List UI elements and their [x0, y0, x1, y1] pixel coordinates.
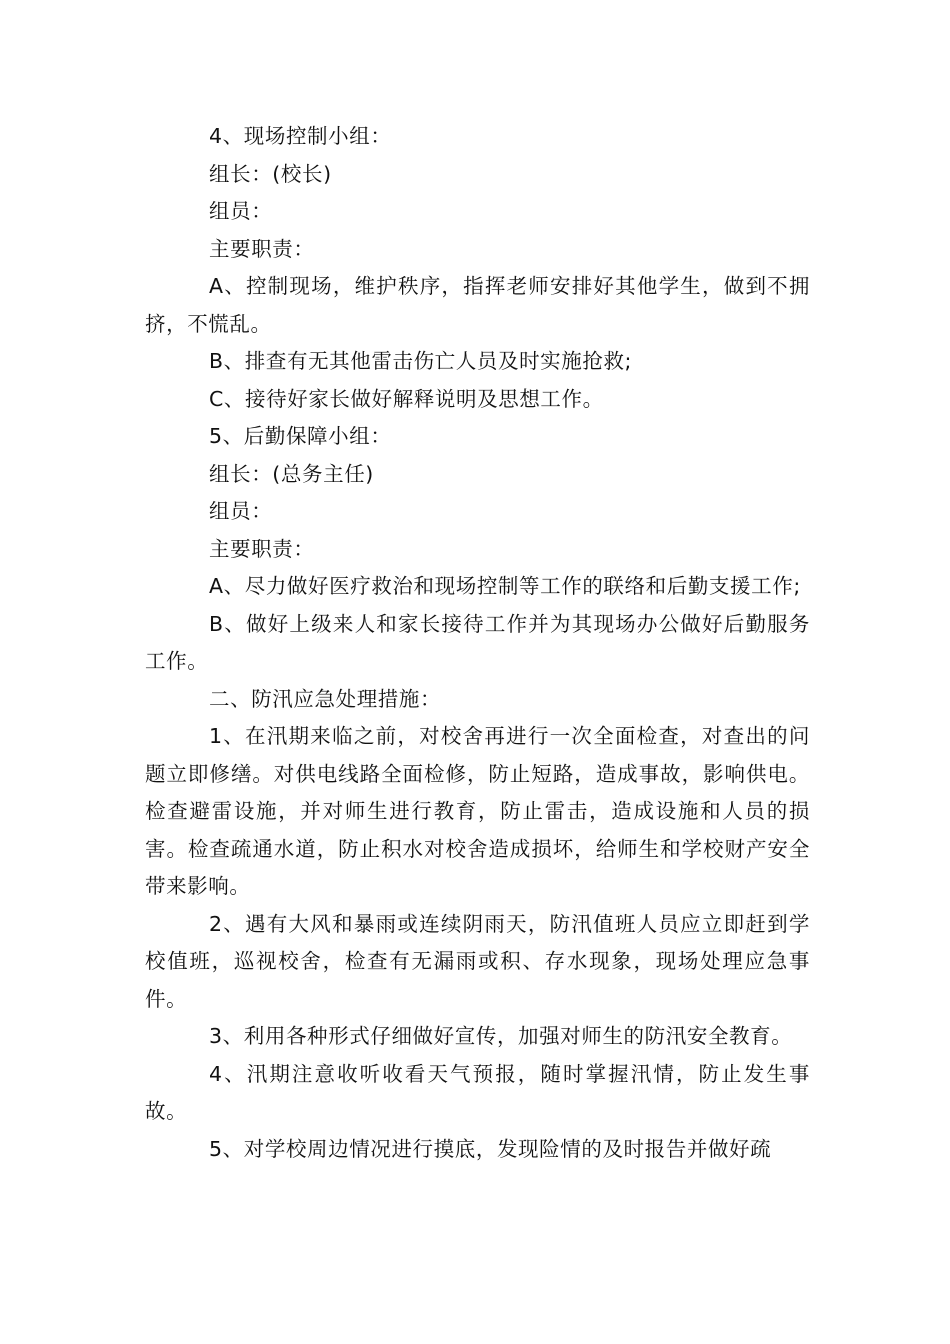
paragraph-team4-duties-heading: 主要职责：	[209, 236, 315, 261]
paragraph-team5-duties-heading: 主要职责：	[209, 536, 315, 561]
paragraph-team4-duty-a: A、控制现场，维护秩序，指挥老师安排好其他学生，做到不拥挤，不慌乱。	[145, 274, 810, 336]
paragraph-team5-duty-b: B、做好上级来人和家长接待工作并为其现场办公做好后勤服务工作。	[145, 611, 810, 673]
paragraph-team5-leader: 组长：(总务主任)	[209, 461, 374, 486]
paragraph-team4-duty-b: B、排查有无其他雷击伤亡人员及时实施抢救;	[209, 349, 633, 373]
paragraph-flood-measure-2: 2、遇有大风和暴雨或连续阴雨天，防汛值班人员应立即赶到学校值班，巡视校舍，检查有无漏雨或积、存水现象，现场处理应急事件。	[145, 911, 810, 1011]
section-heading-flood-measures: 二、防汛应急处理措施：	[209, 686, 442, 711]
paragraph-team4-duty-c: C、接待好家长做好解释说明及思想工作。	[209, 386, 604, 411]
paragraph-flood-measure-1: 1、在汛期来临之前，对校舍再进行一次全面检查，对查出的问题立即修缮。对供电线路全面检修，防止短路，造成事故，影响供电。检查避雷设施，并对师生进行教育，防止雷击，造成设施和人员的损害。检查疏通水道，防止积水对校舍造成损坏，给师生和学校财产安全带来影响。	[145, 724, 810, 898]
paragraph-flood-measure-4: 4、汛期注意收听收看天气预报，随时掌握汛情，防止发生事故。	[145, 1061, 810, 1123]
paragraph-team5-members: 组员：	[209, 499, 273, 523]
paragraph-flood-measure-5: 5、对学校周边情况进行摸底，发现险情的及时报告并做好疏	[209, 1136, 772, 1161]
paragraph-team4-leader: 组长：(校长)	[209, 161, 332, 186]
paragraph-flood-measure-3: 3、利用各种形式仔细做好宣传，加强对师生的防汛安全教育。	[209, 1024, 793, 1048]
paragraph-team4-members: 组员：	[209, 199, 273, 223]
paragraph-team5-heading: 5、后勤保障小组：	[209, 424, 392, 448]
paragraph-team4-heading: 4、现场控制小组：	[209, 124, 392, 148]
document-body	[145, 118, 810, 1168]
paragraph-team5-duty-a: A、尽力做好医疗救治和现场控制等工作的联络和后勤支援工作;	[209, 574, 801, 598]
